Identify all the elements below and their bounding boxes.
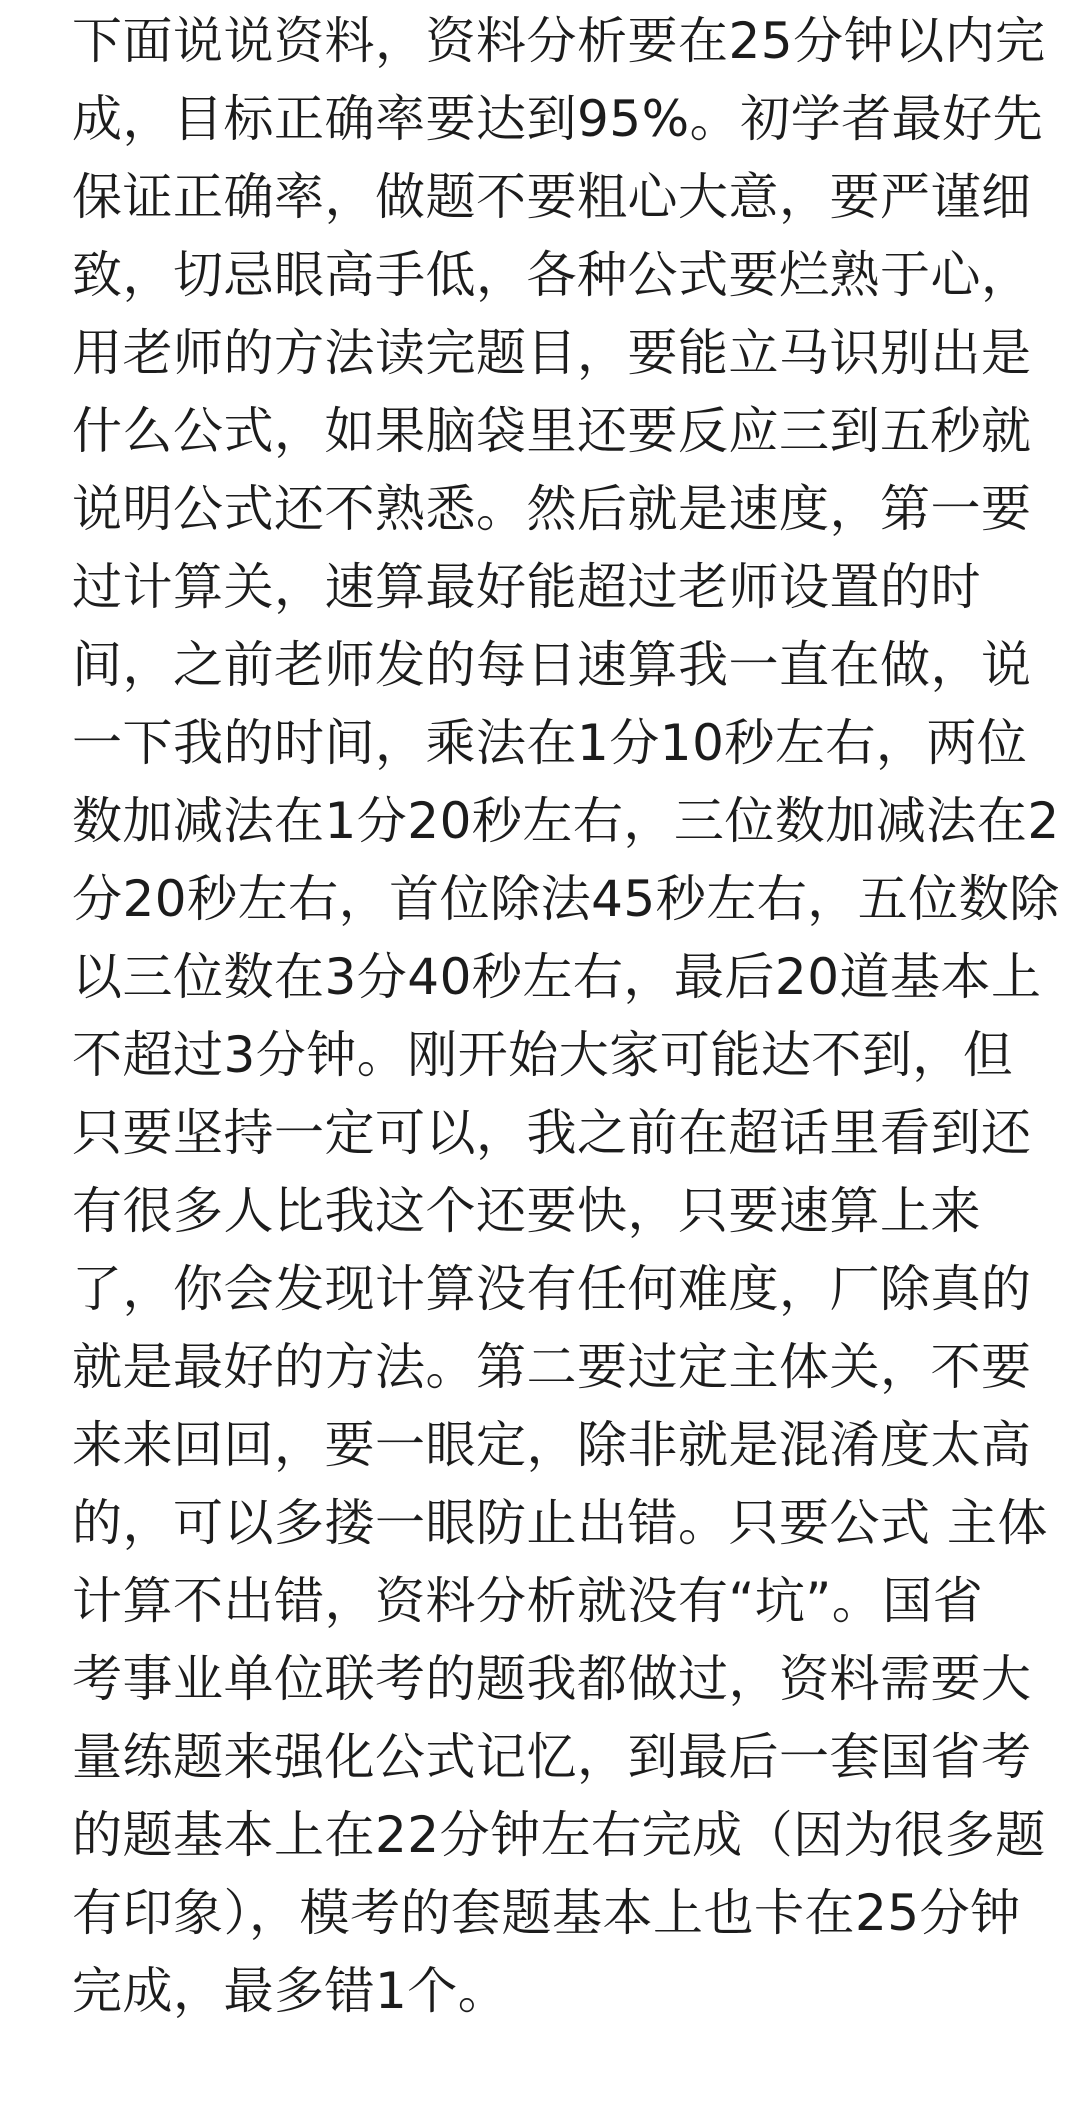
- text-line: 只要坚持一定可以，我之前在超话里看到还: [72, 1104, 1032, 1162]
- text-line: 计算不出错，资料分析就没有“坑”。国省: [72, 1572, 984, 1630]
- text-line: 致，切忌眼高手低，各种公式要烂熟于心，: [72, 246, 1032, 304]
- text-line: 什么公式，如果脑袋里还要反应三到五秒就: [72, 402, 1032, 460]
- text-line: 有很多人比我这个还要快，只要速算上来: [72, 1182, 981, 1240]
- text-line: 数加减法在1分20秒左右，三位数加减法在2: [72, 792, 1060, 850]
- text-line: 间，之前老师发的每日速算我一直在做，说: [72, 636, 1032, 694]
- text-line: 有印象），模考的套题基本上也卡在25分钟: [72, 1884, 1021, 1942]
- text-line: 量练题来强化公式记忆，到最后一套国省考: [72, 1728, 1032, 1786]
- text-line: 分20秒左右，首位除法45秒左右，五位数除: [72, 870, 1060, 928]
- text-line: 了，你会发现计算没有任何难度，厂除真的: [72, 1260, 1032, 1318]
- article-body: [72, 2, 1060, 2030]
- text-line: 的题基本上在22分钟左右完成（因为很多题: [72, 1806, 1046, 1864]
- text-line: 下面说说资料，资料分析要在25分钟以内完: [72, 12, 1046, 70]
- text-line: 成，目标正确率要达到95%。初学者最好先: [72, 90, 1044, 148]
- text-line: 保证正确率，做题不要粗心大意，要严谨细: [72, 168, 1032, 226]
- text-line: 以三位数在3分40秒左右，最后20道基本上: [72, 948, 1042, 1006]
- text-line: 用老师的方法读完题目，要能立马识别出是: [72, 324, 1032, 382]
- text-line: 不超过3分钟。刚开始大家可能达不到，但: [72, 1026, 1014, 1084]
- text-line: 一下我的时间，乘法在1分10秒左右，两位: [72, 714, 1028, 772]
- text-line: 说明公式还不熟悉。然后就是速度，第一要: [72, 480, 1032, 538]
- text-line: 的，可以多搂一眼防止出错。只要公式 主体: [72, 1494, 1048, 1552]
- text-line: 完成，最多错1个。: [72, 1962, 509, 2020]
- text-line: 考事业单位联考的题我都做过，资料需要大: [72, 1650, 1032, 1708]
- text-line: 来来回回，要一眼定，除非就是混淆度太高: [72, 1416, 1032, 1474]
- text-line: 过计算关，速算最好能超过老师设置的时: [72, 558, 981, 616]
- text-line: 就是最好的方法。第二要过定主体关，不要: [72, 1338, 1032, 1396]
